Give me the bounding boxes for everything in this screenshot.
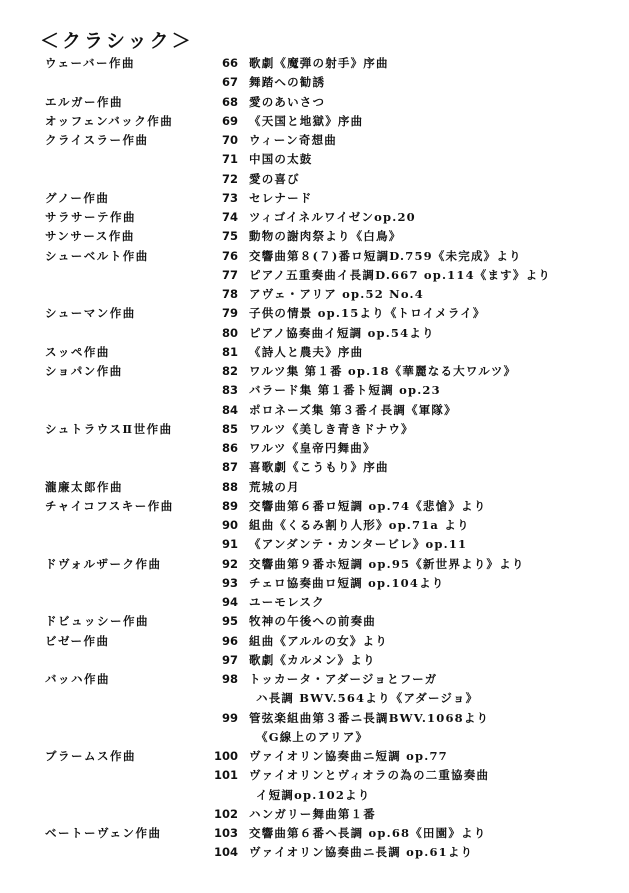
work-title: 舞踏への勧誘 bbox=[249, 75, 326, 90]
work-title: 組曲《アルルの女》より bbox=[249, 633, 388, 648]
work-title: 交響曲第６番ヘ長調 op.68《田園》より bbox=[249, 826, 487, 840]
work-title: 交響曲第８(７)番ロ短調D.759《未完成》より bbox=[249, 248, 522, 263]
list-item bbox=[0, 843, 629, 862]
track-number: 85 bbox=[221, 421, 238, 436]
list-item bbox=[0, 670, 629, 689]
track-number: 87 bbox=[221, 460, 238, 475]
composer-name: ドビュッシー作曲 bbox=[45, 614, 149, 629]
work-title: 動物の謝肉祭より《白鳥》 bbox=[249, 229, 402, 244]
work-title: セレナード bbox=[249, 190, 313, 205]
list-item bbox=[0, 247, 629, 266]
composer-name: サンサース作曲 bbox=[45, 229, 135, 244]
work-title: 喜歌劇《こうもり》序曲 bbox=[249, 460, 389, 475]
track-number: 69 bbox=[221, 113, 238, 128]
composer-name: クライスラー作曲 bbox=[45, 133, 149, 147]
list-item bbox=[0, 766, 629, 785]
track-number: 98 bbox=[221, 672, 238, 686]
work-title: ワルツ集 第１番 op.18《華麗なる大ワルツ》 bbox=[249, 364, 517, 378]
track-number: 82 bbox=[221, 364, 238, 378]
composer-name: ブラームス作曲 bbox=[45, 749, 136, 763]
list-item bbox=[0, 709, 629, 728]
work-title: ハンガリー舞曲第１番 bbox=[249, 806, 376, 821]
track-number: 99 bbox=[221, 710, 238, 725]
work-title: 愛のあいさつ bbox=[249, 94, 326, 109]
track-number: 66 bbox=[221, 56, 238, 70]
list-item bbox=[0, 208, 629, 227]
work-title: 子供の情景 op.15より《トロイメライ》 bbox=[249, 306, 486, 321]
work-title: ツィゴイネルワイゼンop.20 bbox=[249, 210, 416, 224]
work-title: 牧神の午後への前奏曲 bbox=[249, 614, 376, 629]
list-item bbox=[0, 728, 629, 747]
list-item bbox=[0, 112, 629, 131]
list-item bbox=[0, 593, 629, 612]
work-title: ハ長調 BWV.564より《アダージョ》 bbox=[256, 691, 479, 706]
list-item bbox=[0, 131, 629, 150]
composer-name: ドヴォルザーク作曲 bbox=[45, 556, 162, 571]
list-item bbox=[0, 266, 629, 285]
work-title: ワルツ《美しき青きドナウ》 bbox=[249, 421, 414, 436]
track-number: 92 bbox=[221, 556, 238, 571]
work-title: 《天国と地獄》序曲 bbox=[249, 113, 364, 128]
track-number: 70 bbox=[221, 133, 238, 147]
list-item bbox=[0, 362, 629, 381]
list-item bbox=[0, 786, 629, 805]
track-number: 81 bbox=[221, 344, 238, 359]
composer-name: スッペ作曲 bbox=[45, 344, 110, 359]
track-number: 103 bbox=[213, 826, 238, 840]
work-title: 歌劇《魔弾の射手》序曲 bbox=[249, 56, 389, 70]
list-item bbox=[0, 555, 629, 574]
list-item bbox=[0, 458, 629, 477]
list-item bbox=[0, 170, 629, 189]
list-item bbox=[0, 516, 629, 535]
page-title: ＜クラシック＞ bbox=[40, 30, 194, 52]
work-title: ヴァイオリン協奏曲ニ長調 op.61より bbox=[249, 845, 474, 860]
list-item bbox=[0, 420, 629, 439]
track-number: 94 bbox=[221, 595, 238, 609]
list-item bbox=[0, 401, 629, 420]
track-number: 80 bbox=[221, 325, 238, 340]
work-title: イ短調op.102より bbox=[256, 787, 371, 802]
list-item bbox=[0, 324, 629, 343]
track-number: 104 bbox=[213, 845, 238, 860]
track-number: 84 bbox=[221, 402, 238, 417]
composer-name: サラサーテ作曲 bbox=[45, 210, 136, 224]
work-title: ウィーン奇想曲 bbox=[249, 133, 337, 147]
composer-name: エルガー作曲 bbox=[45, 94, 123, 109]
work-title: 《G線上のアリア》 bbox=[256, 729, 369, 744]
work-title: ピアノ協奏曲イ短調 op.54より bbox=[249, 325, 435, 340]
work-title: ポロネーズ集 第３番イ長調《軍隊》 bbox=[249, 402, 457, 417]
list-item bbox=[0, 651, 629, 670]
composer-name: ベートーヴェン作曲 bbox=[45, 826, 162, 840]
composer-name: 瀧廉太郎作曲 bbox=[45, 479, 123, 494]
track-number: 97 bbox=[221, 652, 238, 667]
list-item bbox=[0, 478, 629, 497]
list-item bbox=[0, 497, 629, 516]
work-title: アヴェ・アリア op.52 No.4 bbox=[249, 287, 424, 301]
work-title: ユーモレスク bbox=[249, 595, 325, 609]
track-number: 95 bbox=[221, 614, 238, 629]
work-title: チェロ協奏曲ロ短調 op.104より bbox=[249, 575, 445, 590]
list-item bbox=[0, 93, 629, 112]
list-item bbox=[0, 227, 629, 246]
list-item bbox=[0, 535, 629, 554]
work-title: 《詩人と農夫》序曲 bbox=[249, 344, 364, 359]
track-number: 89 bbox=[221, 498, 238, 513]
list-item bbox=[0, 381, 629, 400]
track-number: 102 bbox=[213, 806, 238, 821]
list-item bbox=[0, 54, 629, 73]
composer-name: グノー作曲 bbox=[45, 190, 110, 205]
work-title: ワルツ《皇帝円舞曲》 bbox=[249, 441, 376, 455]
composer-name: バッハ作曲 bbox=[45, 672, 110, 686]
track-number: 75 bbox=[221, 229, 238, 244]
work-title: 荒城の月 bbox=[249, 479, 300, 494]
list-item bbox=[0, 805, 629, 824]
track-number: 67 bbox=[221, 75, 238, 90]
track-number: 71 bbox=[221, 152, 238, 167]
list-item bbox=[0, 574, 629, 593]
track-number: 83 bbox=[221, 383, 238, 398]
work-title: 組曲《くるみ割り人形》op.71a より bbox=[249, 518, 470, 532]
work-title: 交響曲第６番ロ短調 op.74《悲愴》より bbox=[249, 498, 487, 513]
work-title: バラード集 第１番ト短調 op.23 bbox=[249, 383, 441, 398]
composer-name: ウェーバー作曲 bbox=[45, 56, 135, 70]
list-item bbox=[0, 73, 629, 92]
work-title: 交響曲第９番ホ短調 op.95《新世界より》より bbox=[249, 556, 525, 571]
track-number: 101 bbox=[213, 768, 238, 783]
composer-name: ショパン作曲 bbox=[45, 364, 123, 378]
track-number: 68 bbox=[221, 94, 238, 109]
list-item bbox=[0, 343, 629, 362]
work-title: 愛の喜び bbox=[249, 171, 300, 186]
work-title: ヴァイオリン協奏曲ニ短調 op.77 bbox=[249, 749, 448, 763]
track-number: 96 bbox=[221, 633, 238, 648]
track-number: 86 bbox=[221, 441, 238, 455]
composer-name: オッフェンバック作曲 bbox=[45, 113, 174, 128]
composer-name: チャイコフスキー作曲 bbox=[45, 498, 174, 513]
list-item bbox=[0, 150, 629, 169]
composer-name: シュトラウスⅡ世作曲 bbox=[45, 421, 173, 436]
track-number: 73 bbox=[221, 190, 238, 205]
work-title: ピアノ五重奏曲イ長調D.667 op.114《ます》より bbox=[249, 267, 551, 282]
list-item bbox=[0, 285, 629, 304]
work-title: 歌劇《カルメン》より bbox=[249, 652, 376, 667]
list-item bbox=[0, 304, 629, 323]
work-title: トッカータ・アダージョとフーガ bbox=[249, 672, 438, 686]
track-number: 76 bbox=[221, 248, 238, 263]
list-item bbox=[0, 632, 629, 651]
list-item bbox=[0, 747, 629, 766]
track-number: 90 bbox=[221, 518, 238, 532]
composer-name: シューマン作曲 bbox=[45, 306, 136, 321]
composer-name: ビゼー作曲 bbox=[45, 633, 110, 648]
track-number: 79 bbox=[221, 306, 238, 321]
composer-name: シューベルト作曲 bbox=[45, 248, 149, 263]
work-title: 管弦楽組曲第３番ニ長調BWV.1068より bbox=[249, 710, 490, 725]
track-number: 72 bbox=[221, 171, 238, 186]
list-item bbox=[0, 612, 629, 631]
list-item bbox=[0, 689, 629, 708]
track-number: 88 bbox=[221, 479, 238, 494]
work-title: ヴァイオリンとヴィオラの為の二重協奏曲 bbox=[249, 768, 490, 783]
track-number: 91 bbox=[221, 537, 238, 552]
track-number: 78 bbox=[221, 287, 238, 301]
work-title: 《アンダンテ・カンタービレ》op.11 bbox=[249, 537, 468, 552]
work-title: 中国の太鼓 bbox=[249, 152, 313, 167]
list-item bbox=[0, 189, 629, 208]
track-number: 100 bbox=[213, 749, 238, 763]
list-item bbox=[0, 439, 629, 458]
list-item bbox=[0, 824, 629, 843]
track-number: 74 bbox=[221, 210, 238, 224]
track-number: 93 bbox=[221, 575, 238, 590]
track-number: 77 bbox=[221, 267, 238, 282]
